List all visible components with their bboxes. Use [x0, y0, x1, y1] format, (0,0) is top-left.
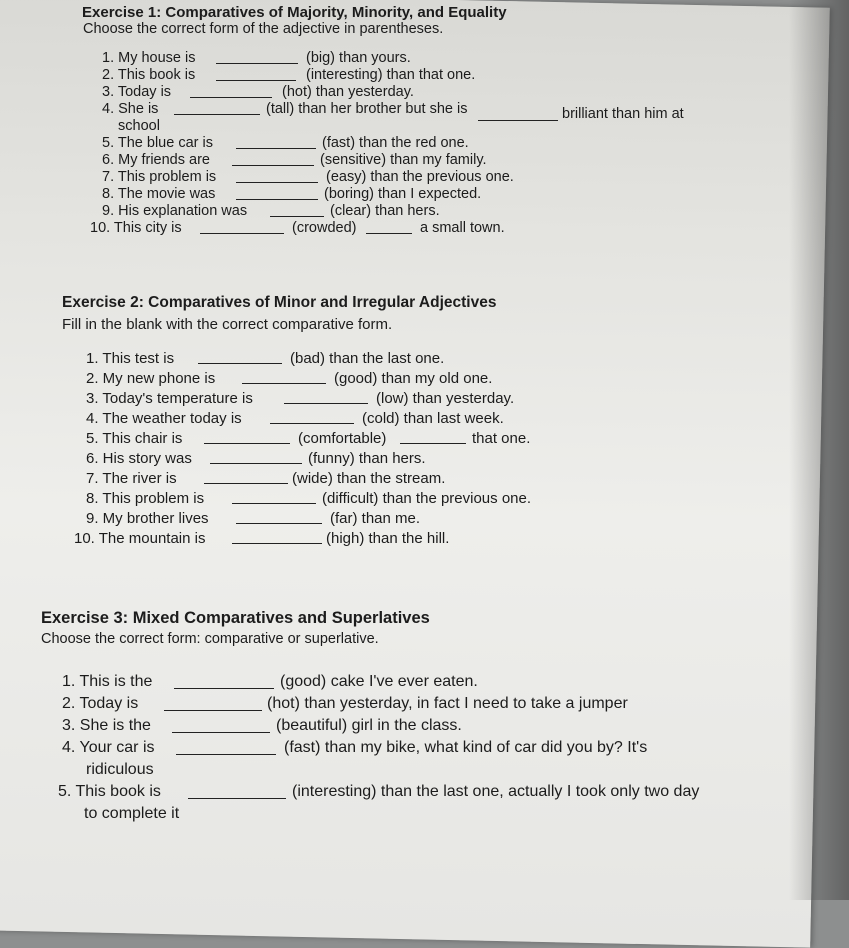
exercise-3-list	[58, 673, 762, 827]
ex2-title: Exercise 2: Comparatives of Minor and Irregular Adjectives	[62, 294, 497, 311]
list-item: 2. Today is (hot) than yesterday, in fact I need to take a jumper	[62, 695, 628, 712]
answer-blank[interactable]	[232, 530, 322, 544]
list-item: 10. This city is (crowded) a small town.	[90, 220, 505, 236]
list-item: 1. This test is (bad) than the last one.	[86, 350, 445, 367]
answer-blank[interactable]	[236, 169, 318, 183]
list-item: 3. Today is (hot) than yesterday.	[102, 84, 414, 100]
answer-blank[interactable]	[270, 203, 324, 217]
exercise-1-title	[82, 4, 507, 21]
list-item: 3. She is the (beautiful) girl in the class.	[62, 717, 462, 734]
ex2-instruction: Fill in the blank with the correct comparative form.	[62, 316, 393, 333]
answer-blank[interactable]	[232, 152, 314, 166]
answer-blank[interactable]	[174, 675, 274, 689]
list-item: 2. This book is (interesting) than that one.	[102, 67, 476, 83]
list-item: 1. My house is (big) than yours.	[102, 50, 411, 66]
list-item: 9. His explanation was (clear) than hers.	[102, 203, 440, 219]
exercise-3-title	[41, 609, 430, 628]
answer-blank[interactable]	[216, 67, 296, 81]
ex1-instruction: Choose the correct form of the adjective in parentheses.	[83, 21, 444, 37]
answer-blank[interactable]	[176, 741, 276, 755]
list-item: 8. This problem is (difficult) than the previous one.	[86, 490, 532, 507]
list-item: 5. The blue car is (fast) than the red one.	[102, 135, 469, 151]
answer-blank[interactable]	[198, 350, 282, 364]
answer-blank[interactable]	[270, 410, 354, 424]
list-item: 1. This is the (good) cake I've ever eaten.	[62, 673, 478, 690]
exercise-1-list	[90, 50, 702, 237]
ex1-title: Exercise 1: Comparatives of Majority, Minority, and Equality	[82, 4, 507, 21]
list-item-continuation: to complete it	[84, 805, 180, 822]
list-item: 6. His story was (funny) than hers.	[86, 450, 426, 467]
answer-blank[interactable]	[232, 490, 316, 504]
list-item-continuation: ridiculous	[86, 761, 154, 778]
list-item: 7. The river is (wide) than the stream.	[86, 470, 446, 487]
answer-blank[interactable]	[236, 135, 316, 149]
answer-blank[interactable]	[164, 697, 262, 711]
list-item: 4. The weather today is (cold) than last week.	[86, 410, 504, 427]
answer-blank[interactable]	[172, 719, 270, 733]
list-item: 7. This problem is (easy) than the previous one.	[102, 169, 514, 185]
list-item: 8. The movie was (boring) than I expected.	[102, 186, 482, 202]
exercise-2-list	[74, 350, 686, 550]
answer-blank[interactable]	[200, 220, 284, 234]
ex3-instruction: Choose the correct form: comparative or superlative.	[41, 631, 379, 647]
answer-blank[interactable]	[188, 785, 286, 799]
list-item: 10. The mountain is (high) than the hill.	[74, 530, 450, 547]
list-item: 4. Your car is (fast) than my bike, what kind of car did you by? It's	[62, 739, 648, 756]
list-item: 6. My friends are (sensitive) than my family.	[102, 152, 487, 168]
list-item: 4. She is (tall) than her brother but she is brilliant than him at	[102, 101, 684, 122]
list-item: 5. This chair is (comfortable) that one.	[86, 430, 531, 447]
answer-blank[interactable]	[236, 186, 318, 200]
answer-blank[interactable]	[236, 510, 322, 524]
page-shadow	[789, 0, 849, 900]
answer-blank[interactable]	[400, 430, 466, 444]
answer-blank[interactable]	[366, 220, 412, 234]
answer-blank[interactable]	[174, 101, 260, 115]
answer-blank[interactable]	[204, 470, 288, 484]
list-item: 2. My new phone is (good) than my old one.	[86, 370, 493, 387]
answer-blank[interactable]	[210, 450, 302, 464]
list-item: 3. Today's temperature is (low) than yesterday.	[86, 390, 515, 407]
answer-blank[interactable]	[190, 84, 272, 98]
answer-blank[interactable]	[204, 430, 290, 444]
exercise-2-title	[62, 294, 496, 312]
answer-blank[interactable]	[284, 390, 368, 404]
answer-blank[interactable]	[242, 370, 326, 384]
ex3-title: Exercise 3: Mixed Comparatives and Superlatives	[41, 609, 430, 627]
list-item: 5. This book is (interesting) than the last one, actually I took only two day	[58, 783, 700, 800]
list-item: 9. My brother lives (far) than me.	[86, 510, 421, 527]
answer-blank[interactable]	[216, 50, 298, 64]
list-item-continuation: school	[118, 118, 160, 134]
